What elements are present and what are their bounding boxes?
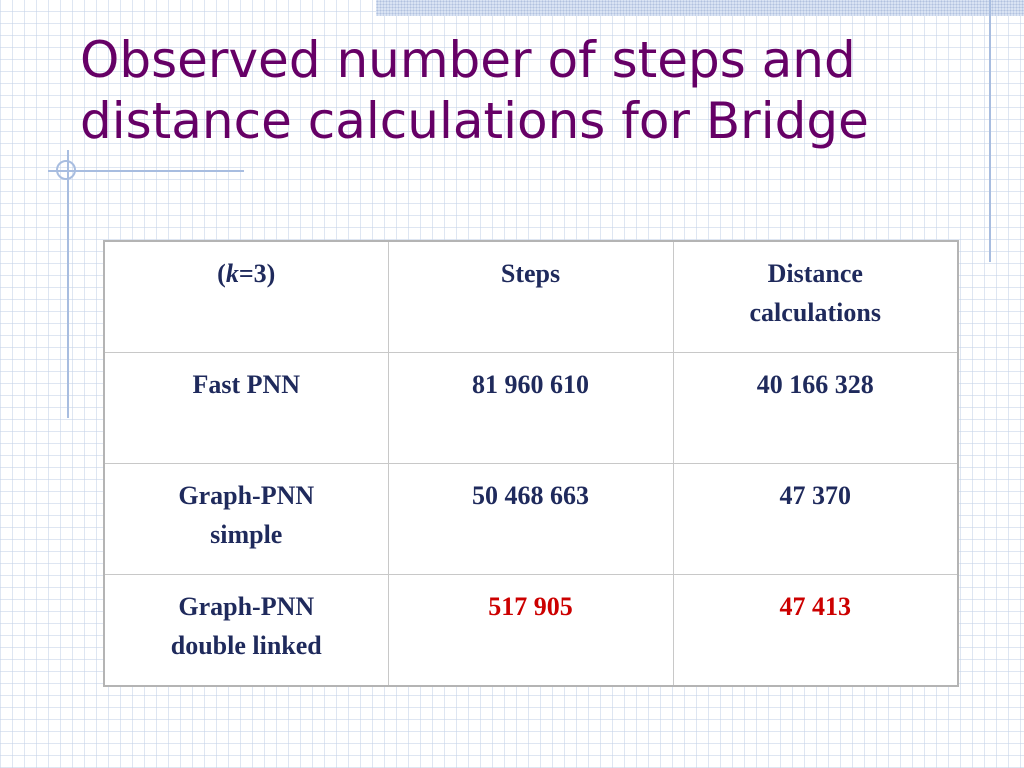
distance-value: 47 370 [779, 481, 851, 510]
distance-cell [673, 464, 958, 575]
method-cell [104, 464, 388, 575]
results-table [103, 240, 959, 687]
header-k-var: k [225, 259, 239, 288]
method-label: Graph-PNN [178, 592, 315, 621]
header-steps: Steps [500, 259, 561, 288]
header-distance-line2: calculations [749, 298, 881, 327]
header-k-cell [104, 241, 388, 353]
steps-cell [388, 353, 673, 464]
header-steps-cell [388, 241, 673, 353]
steps-cell [388, 464, 673, 575]
steps-value: 81 960 610 [472, 370, 589, 399]
distance-cell [673, 353, 958, 464]
steps-value: 50 468 663 [472, 481, 589, 510]
table-row [104, 575, 958, 687]
header-k-rest: =3) [238, 259, 276, 288]
header-distance-cell [673, 241, 958, 353]
table-row [104, 464, 958, 575]
right-decor-rule [989, 0, 991, 262]
method-cell [104, 353, 388, 464]
title-underline-rule [48, 170, 244, 172]
top-decor-band [376, 0, 1024, 16]
distance-cell-highlight [673, 575, 958, 687]
method-label: Fast PNN [192, 370, 301, 399]
table-header-row [104, 241, 958, 353]
crosshair-decor-icon [56, 160, 76, 180]
header-k-open: ( [217, 259, 226, 288]
method-sublabel: double linked [170, 631, 322, 660]
distance-value: 40 166 328 [756, 370, 874, 399]
header-distance-line1: Distance [767, 259, 863, 288]
steps-value: 517 905 [488, 592, 573, 621]
table-row [104, 353, 958, 464]
steps-cell-highlight [388, 575, 673, 687]
distance-value: 47 413 [779, 592, 851, 621]
method-cell [104, 575, 388, 687]
slide-title: Observed number of steps and distance calculations for Bridge [80, 31, 869, 150]
method-sublabel: simple [210, 520, 283, 549]
method-label: Graph-PNN [178, 481, 315, 510]
left-decor-rule [67, 150, 69, 418]
